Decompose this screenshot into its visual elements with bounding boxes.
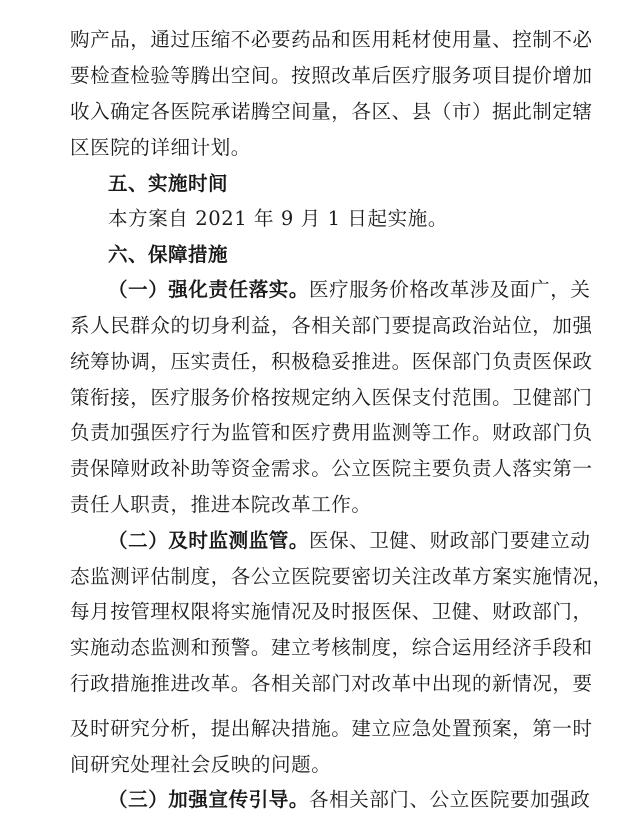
measure-2-title: （二）及时监测监管。 xyxy=(108,529,310,552)
text-line: 要检查检验等腾出空间。按照改革后医疗服务项目提价增加 xyxy=(70,64,593,87)
text-line: 实施动态监测和预警。建立考核制度，综合运用经济手段和 xyxy=(70,636,593,659)
measure-2-first-line xyxy=(108,529,590,553)
text-line: 行政措施推进改革。各相关部门对改革中出现的新情况，要 xyxy=(70,672,593,695)
measure-3-text: 各相关部门、公立医院要加强政 xyxy=(309,788,591,811)
text-line: 统筹协调，压实责任，积极稳妥推进。医保部门负责医保政 xyxy=(70,350,593,373)
text-line: 间研究处理社会反映的问题。 xyxy=(70,753,332,776)
text-line: 策衔接，医疗服务价格按规定纳入医保支付范围。卫健部门 xyxy=(70,386,593,409)
text-line: 每月按管理权限将实施情况及时报医保、卫健、财政部门， xyxy=(70,600,593,623)
text-line: 责任人职责，推进本院改革工作。 xyxy=(70,493,372,516)
text-line: 及时研究分析，提出解决措施。建立应急处置预案，第一时 xyxy=(70,717,593,740)
text-line: 责保障财政补助等资金需求。公立医院主要负责人落实第一 xyxy=(70,457,593,480)
text-line: 购产品，通过压缩不必要药品和医用耗材使用量、控制不必 xyxy=(70,28,593,51)
text-line: 区医院的详细计划。 xyxy=(70,136,251,159)
measure-1-first-line xyxy=(108,278,590,302)
section-heading-5: 五、实施时间 xyxy=(108,172,229,195)
measure-3-first-line xyxy=(108,788,590,812)
text-line: 系人民群众的切身利益，各相关部门要提高政治站位，加强 xyxy=(70,314,593,337)
measure-1-text: 医疗服务价格改革涉及面广，关 xyxy=(309,278,591,301)
text-line: 收入确定各医院承诺腾空间量，各区、县（市）据此制定辖 xyxy=(70,100,593,123)
text-line: 本方案自 2021 年 9 月 1 日起实施。 xyxy=(108,207,448,230)
text-line: 负责加强医疗行为监管和医疗费用监测等工作。财政部门负 xyxy=(70,421,593,444)
measure-3-title: （三）加强宣传引导。 xyxy=(108,788,310,811)
text-line: 态监测评估制度，各公立医院要密切关注改革方案实施情况， xyxy=(70,565,613,588)
section-heading-6: 六、保障措施 xyxy=(108,243,229,266)
measure-1-title: （一）强化责任落实。 xyxy=(108,278,310,301)
measure-2-text: 医保、卫健、财政部门要建立动 xyxy=(309,529,591,552)
